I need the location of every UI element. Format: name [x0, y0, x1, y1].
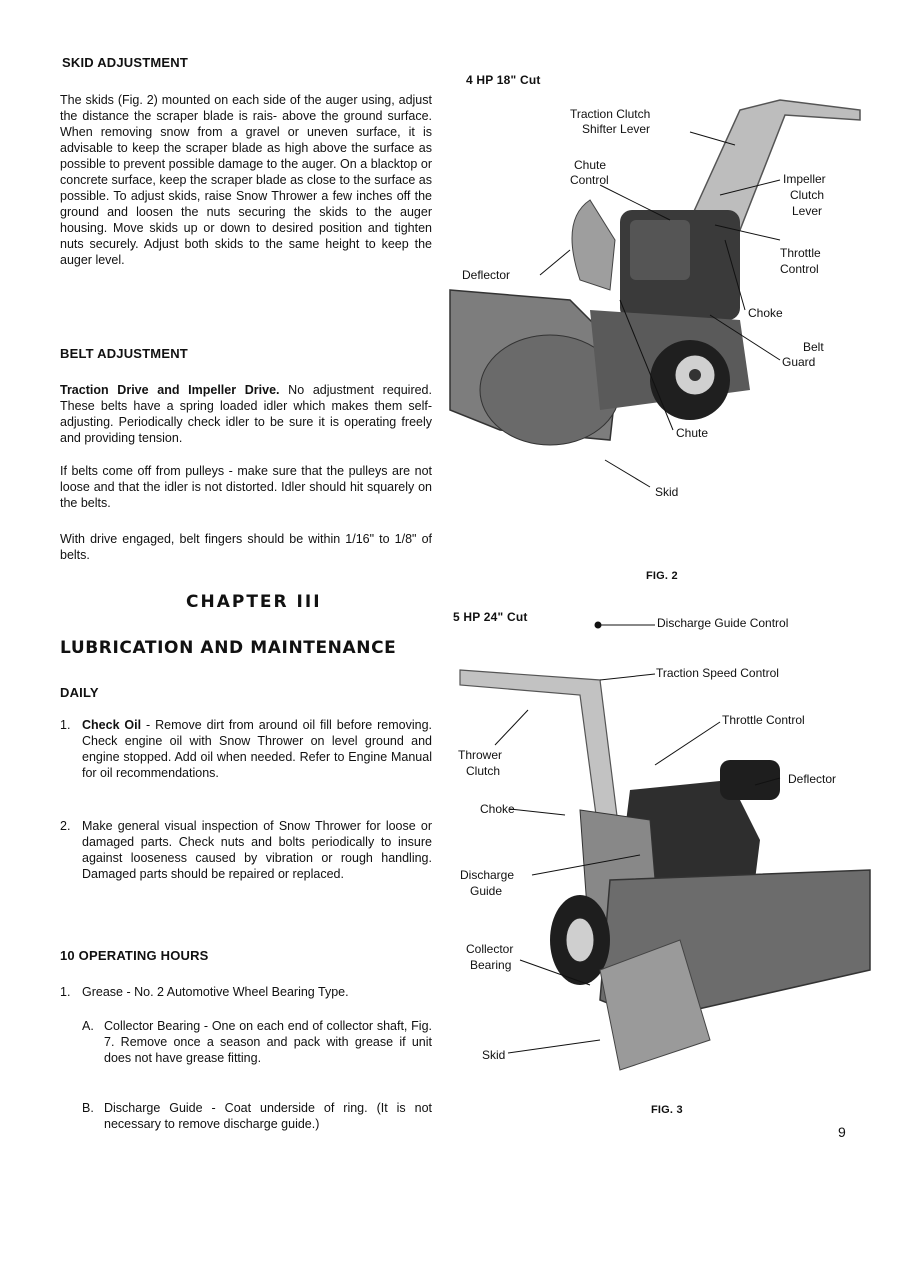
- ten-hours-subitem-a: [82, 1018, 432, 1066]
- fig3-label-traction-speed-control: Traction Speed Control: [656, 666, 779, 680]
- fig2-label-throttle-2: Control: [780, 262, 819, 276]
- ten-hours-subitem-a-text: Collector Bearing - One on each end of collector shaft, Fig. 7. Remove once a season and pack with grease if unit does not have grease fitting.: [104, 1019, 432, 1065]
- fig3-snow-thrower-photo: [450, 640, 880, 1080]
- fig2-label-belt-1: Belt: [803, 340, 824, 354]
- fig2-label-impeller-2: Clutch: [790, 188, 825, 202]
- fig2-title: 4 HP 18" Cut: [466, 73, 541, 87]
- ten-hours-item-1: [60, 984, 432, 1000]
- daily-item-1: [60, 717, 432, 781]
- fig3-label-discharge-guide-control: Discharge Guide Control: [657, 616, 789, 630]
- skid-adjustment-paragraph: The skids (Fig. 2) mounted on each side of the auger using, adjust the distance the scraper blade is rais- above the ground surface. When removing snow from a gravel or uneven surface, it is advisable to keep the scraper blade as high above the surface as possible to prevent possible damage to the auger. On a blacktop or concrete surface, keep the scraper blade as close to the surface as possible. To adjust skids, raise Snow Thrower a few inches off the ground and loosen the nuts securing the skids to the auger housing. Move skids up or down to desired position and tighten nuts securely. Adjust both skids to the same height to keep the auger level.: [60, 93, 432, 267]
- ten-hours-subitem-b: [82, 1100, 432, 1132]
- belt-adjustment-lead: Traction Drive and Impeller Drive.: [60, 383, 280, 397]
- belt-adjustment-p1-text: No adjustment required. These belts have a spring loaded idler which makes them self-adjusting. Periodically check idler to be sure it is operating freely and providing tension.: [60, 383, 432, 445]
- fig2-label-shifter-lever: Shifter Lever: [582, 122, 651, 136]
- fig2-label-traction-clutch: Traction Clutch: [570, 107, 651, 121]
- fig2-label-chute-control-2: Control: [570, 173, 609, 187]
- daily-heading: DAILY: [60, 685, 99, 700]
- fig3-label-discharge-1: Discharge: [460, 868, 515, 882]
- daily-item-1-text: - Remove dirt from around oil fill before removing. Check engine oil with Snow Thrower on level ground and engine stopped. Add oil when needed. Refer to Engine Manual for oil recommendations.: [82, 718, 432, 780]
- fig2-label-skid: Skid: [655, 485, 679, 499]
- fig3-label-thrower-2: Clutch: [466, 764, 501, 778]
- page-number: 9: [838, 1124, 846, 1140]
- fig2-caption: FIG. 2: [646, 570, 678, 582]
- ten-hours-heading: 10 OPERATING HOURS: [60, 948, 209, 963]
- daily-item-1-number: 1.: [60, 718, 71, 732]
- fig2-label-belt-2: Guard: [782, 355, 816, 369]
- fig3-label-deflector: Deflector: [788, 772, 837, 786]
- belt-adjustment-heading: BELT ADJUSTMENT: [60, 346, 188, 361]
- fig2-label-impeller-3: Lever: [792, 204, 823, 218]
- fig3-caption: FIG. 3: [651, 1104, 683, 1116]
- belt-adjustment-p3: With drive engaged, belt fingers should be within 1/16" to 1/8" of belts.: [60, 532, 432, 562]
- ten-hours-subitem-a-number: A.: [82, 1019, 94, 1033]
- fig2-label-choke: Choke: [748, 306, 783, 320]
- fig2-label-chute-control-1: Chute: [574, 158, 607, 172]
- fig3-label-collector-2: Bearing: [470, 958, 512, 972]
- daily-item-2: [60, 818, 432, 882]
- section-title: LUBRICATION AND MAINTENANCE: [60, 638, 397, 658]
- ten-hours-item-1-text: Grease - No. 2 Automotive Wheel Bearing Type.: [82, 985, 349, 999]
- fig3-label-collector-1: Collector: [466, 942, 514, 956]
- fig3-label-skid: Skid: [482, 1048, 506, 1062]
- fig3-label-discharge-2: Guide: [470, 884, 503, 898]
- fig3-label-choke: Choke: [480, 802, 515, 816]
- daily-item-2-number: 2.: [60, 819, 71, 833]
- ten-hours-item-1-number: 1.: [60, 985, 71, 999]
- daily-item-1-lead: Check Oil: [82, 718, 142, 732]
- fig3-title: 5 HP 24" Cut: [453, 610, 528, 624]
- fig2-label-throttle-1: Throttle: [780, 246, 821, 260]
- skid-adjustment-heading: SKID ADJUSTMENT: [62, 55, 189, 70]
- ten-hours-subitem-b-number: B.: [82, 1101, 94, 1115]
- fig2-label-chute: Chute: [676, 426, 709, 440]
- belt-adjustment-p2: If belts come off from pulleys - make sure that the pulleys are not loose and that the idler is not distorted. Idler should hit squarely on the belts.: [60, 464, 432, 510]
- daily-item-2-text: Make general visual inspection of Snow Thrower for loose or damaged parts. Check nuts and bolts periodically to insure against looseness caused by vibration or rough handling. Damaged parts should be repaired or replaced.: [82, 819, 432, 881]
- chapter-heading: CHAPTER III: [186, 592, 322, 612]
- fig3-label-throttle-control: Throttle Control: [722, 713, 805, 727]
- fig3-label-thrower-1: Thrower: [458, 748, 503, 762]
- belt-adjustment-p1: [60, 382, 432, 446]
- fig2-label-deflector: Deflector: [462, 268, 511, 282]
- ten-hours-subitem-b-text: Discharge Guide - Coat underside of ring. (It is not necessary to remove discharge guide.): [104, 1101, 432, 1131]
- fig2-label-impeller-1: Impeller: [783, 172, 826, 186]
